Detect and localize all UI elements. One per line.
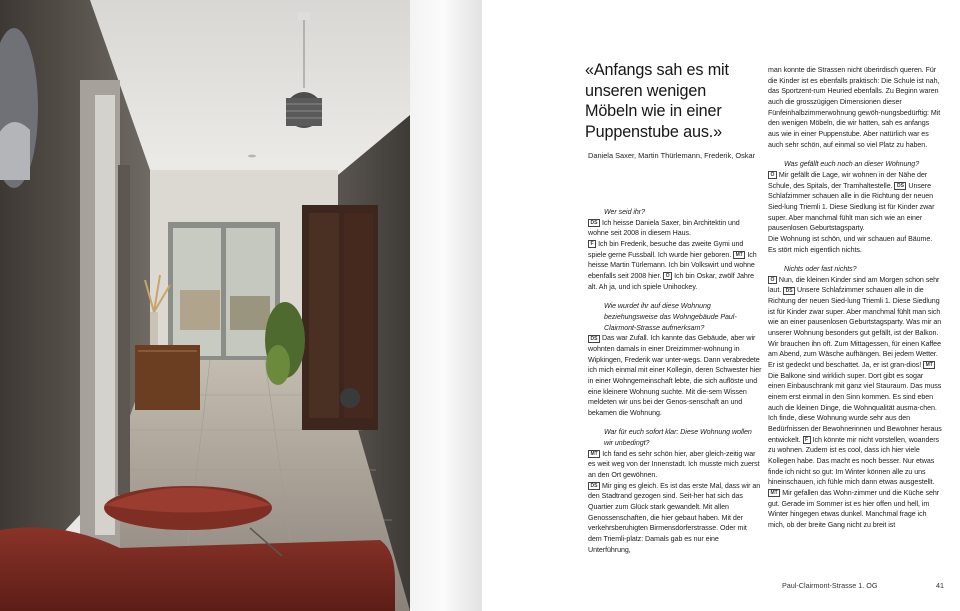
speaker-tag: MT: [733, 251, 745, 259]
answer-text: Die Wohnung ist schön, und wir schauen auf Bäume. Es stört mich eigentlich nichts.: [768, 234, 933, 254]
speaker-tag: DS: [588, 335, 600, 343]
speaker-tag: DS: [783, 287, 795, 295]
speaker-tag: MT: [768, 489, 780, 497]
answer-text: Ich bin Frederik, besuche das zweite Gymi und spiele gerne Fussball. Ich wurde hier geboren.: [588, 239, 744, 259]
text-page: [482, 0, 960, 611]
text-column-1: [588, 198, 762, 555]
answer-text: Mir gefallen das Wohn-zimmer und die Küche sehr gut. Gerade im Sommer ist es hier offen und hell, im Winter hingegen etwas dunkel. Manchmal frage ich mich, ob der breite Gang nicht zu breit ist: [768, 488, 940, 529]
interview-answer: [588, 218, 762, 239]
answer-text: Unsere Schlafzimmer schauen alle in die Richtung der neuen Sied-lung Triemli 1. Diese Siedlung ist für Kinder zwar super. Aber manchmal fühlt man sich wie an einer pausenlosen Geburtstagsparty. Was mir an unserer Wohnung besonders gut gefällt, ist der Balkon. Wir brauchen ihn oft. Zum Mittagessen, für einen Kaffee am Abend, zum Wäsche aufhängen. Bei jedem Wetter. Er ist gedeckt und beschattet. Ja, er ist gran-dios!: [768, 286, 942, 370]
interview-answer: [768, 275, 942, 531]
apartment-hallway-photo: [0, 0, 410, 611]
interview-question: Nichts oder fast nichts?: [784, 265, 857, 274]
interview-answer: [588, 449, 762, 481]
answer-text: Ich könnte mir nicht vorstellen, woanders zu wohnen. Zudem ist es cool, dass ich hier viele Kollegen habe. Das macht es noch besser. Nur etwas finde ich nicht so gut: Im Winter können alle zu uns hineinschauen, ich fühle mich dann etwas ausgestellt.: [768, 435, 940, 487]
footer-address: Paul-Clairmont-Strasse 1. OG: [782, 581, 878, 590]
residents-credit: Daniela Saxer, Martin Thürlemann, Frederik, Oskar: [588, 151, 756, 160]
page-number: 41: [936, 581, 944, 590]
speaker-tag: F: [803, 436, 811, 444]
answer-text: Mir gefällt die Lage, wir wohnen in der Nähe der Schule, des Spitals, der Tramhaltestelle.: [768, 170, 928, 190]
photo-page: [0, 0, 410, 611]
interview-question: Was gefällt euch noch an dieser Wohnung?: [784, 160, 920, 169]
answer-text: Nun, die kleinen Kinder sind am Morgen schon sehr laut.: [768, 275, 940, 295]
interview-question: Wer seid ihr?: [604, 208, 646, 216]
answer-text: Ich heisse Daniela Saxer, bin Architektin und wohne seit 2008 in diesem Haus.: [588, 218, 740, 238]
answer-text: Mir ging es gleich. Es ist das erste Mal, dass wir an den Stadtrand gezogen sind. Seit-her hat sich das Quartier zum Glück stark gewandelt. Mit allen Genossenschaften, die hier gebaut haben. Mit der verkehrsberuhigten Birmensdorferstrasse. Oder mit dem Triemli-platz: Damals gab es nur eine Unterführung,: [588, 481, 761, 554]
interview-answer: [768, 234, 942, 255]
answer-text: Die Balkone sind wirklich super. Dort gibt es sogar einen Einbauschrank mit ganz viel Stauraum. Das muss einem erst einmal in den Sinn kommen. Es sind eben auch die kleinen Dinge, die Wohnqualität ausma-chen. Ich finde, diese Wohnung wurde sehr aus den Bedürfnissen der Bewohnerinnen und Bewohner heraus entwickelt.: [768, 371, 942, 444]
pull-quote: «Anfangs sah es mit unseren wenigen Möbeln wie in einer Puppenstube aus.»: [585, 61, 729, 141]
speaker-tag: DS: [588, 482, 600, 490]
answer-text: Unsere Schlafzimmer schauen alle in die Richtung der neuen Sied-lung Triemli 1. Diese Siedlung ist für Kinder zwar super. Aber manchmal fühlt man sich wie an einer pausenlosen Geburtstagsparty.: [768, 181, 935, 233]
speaker-tag: O: [663, 272, 672, 280]
interview-question: Wie wurdet ihr auf diese Wohnung beziehungsweise das Wohngebäude Paul-Clairmont-Strasse aufmerksam?: [604, 302, 737, 332]
speaker-tag: O: [768, 171, 777, 179]
interview-answer: [768, 170, 942, 234]
speaker-tag: DS: [588, 219, 600, 227]
speaker-tag: MT: [588, 450, 600, 458]
text-column-2: [768, 65, 942, 531]
interview-answer: [588, 333, 762, 418]
answer-text: Ich bin Oskar, zwölf Jahre alt. Ah ja, und ich spiele Unihockey.: [588, 271, 755, 291]
interview-answer: [588, 481, 762, 556]
speaker-tag: F: [588, 240, 596, 248]
answer-text: Ich fand es sehr schön hier, aber gleich-zeitig war es weit weg von der Innenstadt. Ich musste mich zuerst an den Ort gewöhnen.: [588, 449, 760, 480]
speaker-tag: DS: [894, 182, 906, 190]
interview-answer: [768, 65, 942, 150]
answer-text: Ich heisse Martin Türlemann. Ich bin Volkswirt und wohne ebenfalls seit 2008 hier.: [588, 250, 757, 280]
answer-text: Das war Zufall. Ich kannte das Gebäude, aber wir wohnten damals in einer Dreizimmer-wohnung in Wipkingen, Frederik war unter-wegs. Dann verabredete ich mich einmal mit einer Kollegin, deren Schwester hier in einer Wohngemeinschaft lebte, die sich auflöste und eine kleinere Wohnung suchte. Mit die-sem Wissen meldeten wir uns bei der Genos-senschaft an und bekamen die Wohnung.: [588, 334, 762, 417]
answer-text: man konnte die Strassen nicht überirdisch queren. Für die Kinder ist es ebenfalls praktisch: Die Schule ist nah, das Sportzent-rum Heuried ebenfalls. Zu Beginn waren auch die grosszügigen Dimensionen dieser Fünfeinhalbzimmerwohnung gewöh-nungsbedürftig: Mit den wenigen Möbeln, die wir hatten, sah es anfangs aus wie in einer Puppenstube. Aber natürlich war es auch sehr schön, auf einmal so viel Platz zu haben.: [768, 66, 941, 149]
interview-answer: [588, 239, 762, 292]
speaker-tag: MT: [923, 361, 935, 369]
page-gutter: [410, 0, 482, 611]
speaker-tag: O: [768, 276, 777, 284]
interview-question: War für euch sofort klar: Diese Wohnung wollen wir unbedingt?: [604, 428, 752, 448]
